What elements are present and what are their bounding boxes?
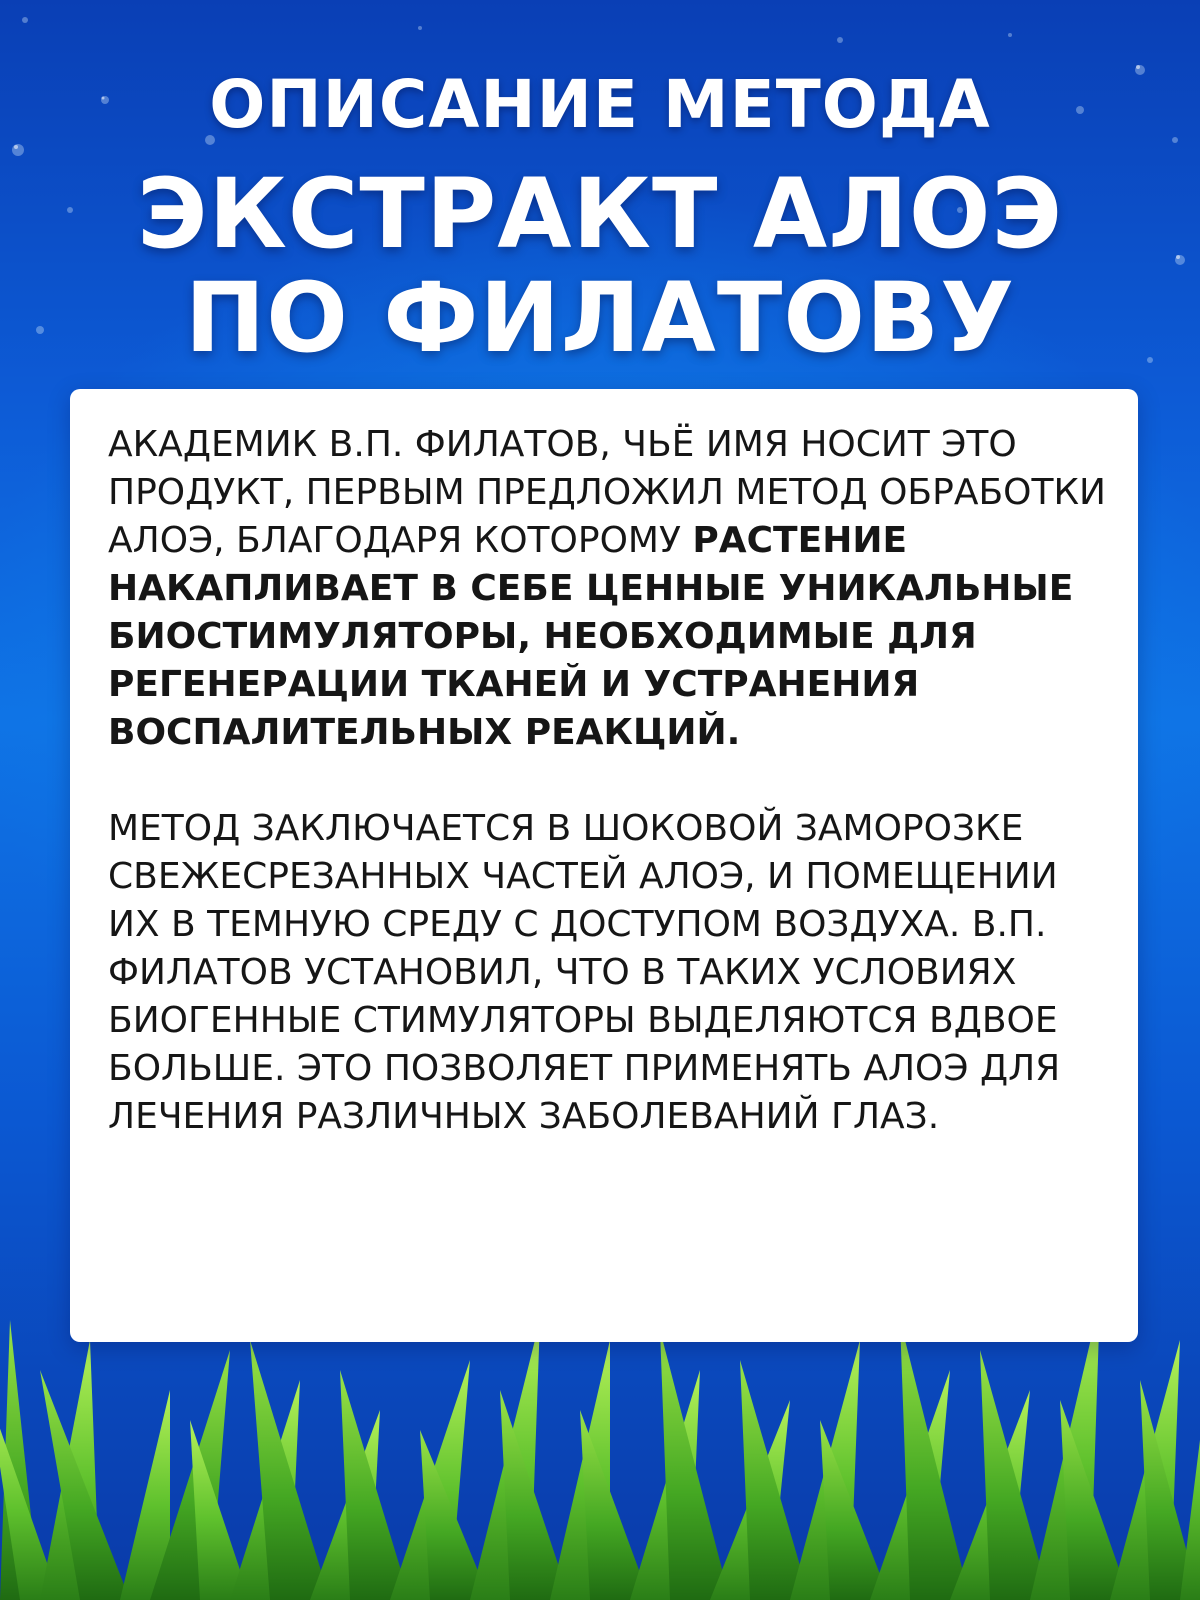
- page-title-line-1: ЭКСТРАКТ АЛОЭ: [137, 158, 1063, 270]
- description-text: [108, 421, 1118, 1141]
- description-card: [70, 389, 1138, 1342]
- page-title-line-2: ПО ФИЛАТОВУ: [184, 262, 1016, 374]
- page-subtitle: ОПИСАНИЕ МЕТОДА: [209, 66, 991, 143]
- description-paragraph-2: МЕТОД ЗАКЛЮЧАЕТСЯ В ШОКОВОЙ ЗАМОРОЗКЕ СВЕЖЕСРЕЗАННЫХ ЧАСТЕЙ АЛОЭ, И ПОМЕЩЕНИИ ИХ В ТЕМНУЮ СРЕДУ С ДОСТУПОМ ВОЗДУХА. В.П. ФИЛАТОВ УСТАНОВИЛ, ЧТО В ТАКИХ УСЛОВИЯХ БИОГЕННЫЕ СТИМУЛЯТОРЫ ВЫДЕЛЯЮТСЯ ВДВОЕ БОЛЬШЕ. ЭТО ПОЗВОЛЯЕТ ПРИМЕНЯТЬ АЛОЭ ДЛЯ ЛЕЧЕНИЯ РАЗЛИЧНЫХ ЗАБОЛЕВАНИЙ ГЛАЗ.: [108, 808, 1061, 1137]
- paragraph-1-normal-text: АКАДЕМИК В.П. ФИЛАТОВ, ЧЬЁ ИМЯ НОСИТ ЭТО ПРОДУКТ, ПЕРВЫМ ПРЕДЛОЖИЛ МЕТОД ОБРАБОТКИ АЛОЭ, БЛАГОДАРЯ КОТОРОМУ: [108, 424, 1106, 561]
- description-paragraph-1: [108, 421, 1118, 757]
- paragraph-1-bold-text: РАСТЕНИЕ НАКАПЛИВАЕТ В СЕБЕ ЦЕННЫЕ УНИКАЛЬНЫЕ БИОСТИМУЛЯТОРЫ, НЕОБХОДИМЫЕ ДЛЯ РЕГЕНЕРАЦИИ ТКАНЕЙ И УСТРАНЕНИЯ ВОСПАЛИТЕЛЬНЫХ РЕАКЦИЙ.: [108, 520, 1074, 753]
